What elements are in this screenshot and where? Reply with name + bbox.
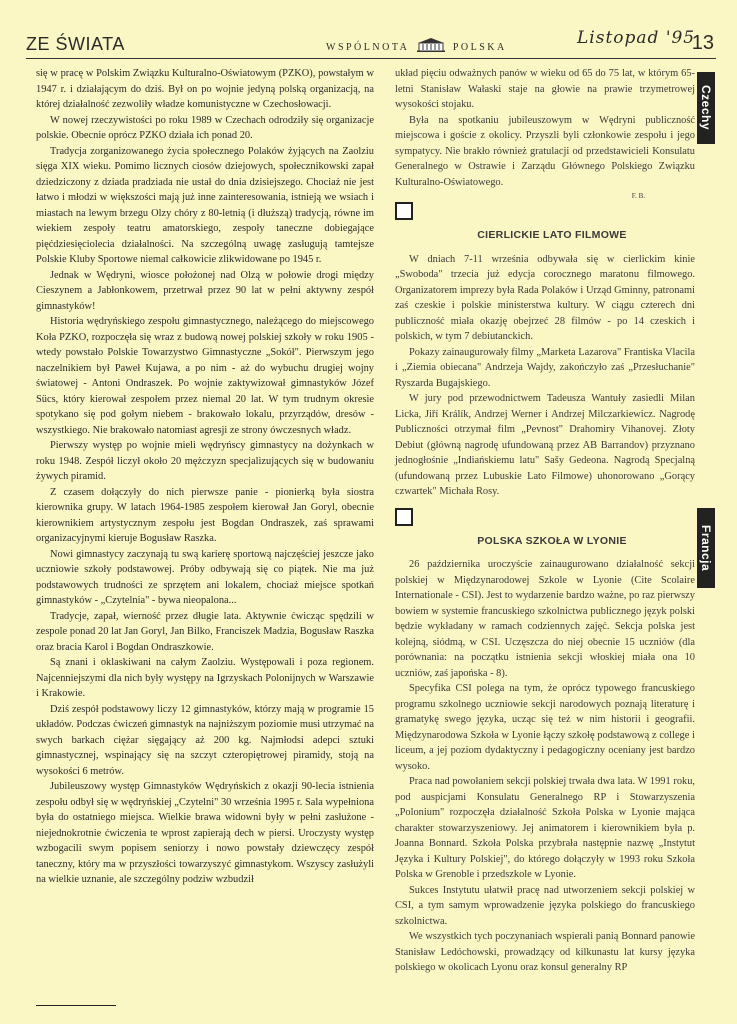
paragraph: W nowej rzeczywistości po roku 1989 w Czechach odrodziły się organizacje polskie. Obecnie oprócz PZKO działa ich ponad 20. (36, 114, 374, 141)
author-signature: F. B. (631, 192, 645, 200)
paragraph: Pierwszy występ po wojnie mieli wędryńscy gimnastycy na dożynkach w roku 1948. Zespół liczył około 20 mężczyzn specjalizujących się w budowaniu żywych piramid. (36, 440, 374, 482)
section-title: ZE ŚWIATA (26, 34, 125, 54)
paragraph: Praca nad powołaniem sekcji polskiej trwała dwa lata. W 1991 roku, pod auspicjami Konsulatu Generalnego RP i Stowarzyszenia „Polonium" rozpoczęła działalność Szkoła Polska w Lyonie mająca charakter stowarzyszeniowy. Jej animatorem i kierownikiem była p. Joanna Bonnard. Szkoła Polska przybrała następnie nazwę „Instytut Języka i Kultury Polskiej", do którego dołączyły w 1993 roku Szkoła Polska w Grenoble i przedszkole w Lyonie. (395, 776, 695, 880)
masthead-right: POLSKA (452, 42, 507, 53)
masthead (326, 38, 507, 53)
section-tab-czechy: Czechy (697, 72, 715, 144)
paragraph: Jednak w Wędryni, wiosce położonej nad Olzą w połowie drogi między Cieszynem a Jabłonkowem, przetrwał przez 90 lat w pełni aktywny zespół gimnastyków! (36, 269, 374, 312)
article-box-icon (395, 508, 413, 526)
paragraph: Dziś zespół podstawowy liczy 12 gimnastyków, którzy mają w programie 15 układów. Podczas ćwiczeń gimnastyk na najniższym poziomie musi utrzymać na swych barkach ciężar sięgający aż 200 kg. Najmłodsi adepci sztuki gimnastycznej, wspinający się na szczyt czteropiętrowej piramidy, stoją na wysokości 6 metrów. (36, 703, 374, 777)
article-box-icon (395, 202, 413, 220)
page-number: 13 (691, 32, 714, 54)
page-header (26, 28, 716, 59)
masthead-left: WSPÓLNOTA (326, 42, 409, 53)
paragraph: Z czasem dołączyły do nich pierwsze panie - pionierką była siostra kierownika grupy. W latach 1964-1985 zespołem kierował Jan Goryl, obecnie kierownikiem artystycznym zespołu jest Bogdan Ondraszek, zaś sprawami organizacyjnymi kieruje Bogusław Raszka. (36, 486, 374, 544)
section-tab-francja: Francja (697, 508, 715, 588)
paragraph: Specyfika CSI polega na tym, że oprócz typowego francuskiego programu szkolnego uczniowie sekcji narodowych poznają literaturę i gramatykę swego języka, ucząc się też w nim historii i geografii. Międzynarodowa Szkoła w Lyonie łączy szkołę podstawową z college i liceum, a jej poziom dydaktyczny i pedagogiczny oceniany jest bardzo wysoko. (395, 683, 695, 772)
paragraph: się w pracę w Polskim Związku Kulturalno-Oświatowym (PZKO), powstałym w 1947 r. i działającym do dziś. Był on po wojnie jedyną polską organizacją, na której działalność zezwoliły władze komunistyczne w Czechosłowacji. (36, 68, 374, 110)
paragraph: Sukces Instytutu ułatwił pracę nad utworzeniem sekcji polskiej w CSI, a tym samym wprowadzenie języka polskiego do francuskiego szkolnictwa. (395, 884, 695, 927)
paragraph: Nowi gimnastycy zaczynają tu swą karierę sportową najczęściej jeszcze jako uczniowie szkoły podstawowej. Próby odbywają się co piątek. Nie ma już podstawowych trudności ze sprzętem ani lokalem, chociaż miejsce spotkań gimnastyków - „Czytelnia" - bywa nieopalona... (36, 548, 374, 606)
article-title-school: POLSKA SZKOŁA W LYONIE (477, 534, 627, 547)
paragraph: Jubileuszowy występ Gimnastyków Wędryńskich z okazji 90-lecia istnienia zespołu odbył się w wędryńskiej „Czytelni" 30 września 1995 r. Sala wypełniona była do ostatniego miejsca. Wielkie brawa widowni były w pełni zasłużone - niejednokrotnie ćwiczenia te wprost zapierają dech w piersi. Uroczysty występ wzbogacili swym popisem seniorzy i nowo powstały dziewczęcy zespół taneczny, który ma w przyszłości towarzyszyć gimnastykom. Wszyscy zasłużyli na wielkie uznanie, ale szczególny podziw wzbudził (36, 781, 374, 885)
paragraph: W dniach 7-11 września odbywała się w cierlickim kinie „Swoboda" trzecia już edycja corocznego maratonu filmowego. Organizatorem imprezy była Rada Polaków i Urząd Gminny, patronami zaś czeskie i polskie ministerstwa kultury. W ciągu czterech dni publiczność miała okazję obejrzeć 28 filmów - po 14 czeskich i polskich, w tym 7 debiutanckich. (395, 253, 695, 342)
handwritten-date: Listopad '95 (577, 28, 696, 48)
paragraph: Są znani i oklaskiwani na całym Zaolziu. Występowali i poza regionem. Najcenniejszymi dla nich były występy na Igrzyskach Polonijnych w Warszawie i Krakowie. (36, 657, 374, 699)
paragraph: Pokazy zainaugurowały filmy „Marketa Lazarova" Frantiska Vlacila i „Ziemia obiecana" Andrzeja Wajdy, zakończyło zaś „Przesłuchanie" Ryszarda Bugajskiego. (395, 346, 695, 389)
paragraph: Tradycje, zapał, wierność przez długie lata. Aktywnie ćwicząc spędzili w zespole ponad 20 lat Jan Goryl, Jan Bilko, Franciszek Madzia, Bogusław Raszka oraz bracia Karol i Bogdan Ondraszkowie. (36, 610, 374, 653)
paragraph: 26 października uroczyście zainaugurowano działalność sekcji polskiej w Międzynarodowej Szkole w Lyonie (Cite Scolaire Internationale - CSI). Jest to wydarzenie bardzo ważne, po raz pierwszy bowiem w systemie francuskiego szkolnictwa publicznego język polski będzie wykładany w ramach codziennych zajęć. Sekcja polska jest kolejną, siódmą, w CSI. Uczęszcza do niej obecnie 15 uczniów (dla porównania: na początku istnienia sekcji włoskiej miała ona 10 uczniów, zaś japońska - 8). (395, 559, 695, 679)
left-column (36, 66, 374, 888)
paragraph: układ pięciu odważnych panów w wieku od 65 do 75 lat, w którym 65-letni Stanisław Wałaski staje na głowie na prawie trzymetrowej wysokości stojaku. (395, 68, 695, 110)
right-column (395, 66, 695, 976)
footer-rule (36, 1005, 116, 1006)
paragraph: W jury pod przewodnictwem Tadeusza Wantuły zasiedli Milan Licka, Jiří Králík, Andrzej Werner i Andrzej Milczarkiewicz. Nagrodę Publiczności otrzymał film „Pevnost" Drahomiry Vihanovej. Złoty Debiut (główną nagrodę ufundowaną przez AB Barrandov) przyznano jednogłośnie „Indiańskiemu latu" Sašy Gedeona. Nagrodą Specjalną (ufundowaną przez Lubuskie Lato Filmowe) uhonorowano „Gorący czwartek" Michała Rosy. (395, 393, 695, 497)
paragraph: Tradycja zorganizowanego życia społecznego Polaków żyjących na Zaolziu sięga XIX wieku. Pomimo licznych ciosów dziejowych, społecznikowski zapał dziedziczony z dziada pradziada nie ustał do dnia dzisiejszego. Chociaż nie jest łatwo i młodzi w większości mają już inne zainteresowania, istnieją we wsiach i miastach na lewym brzegu Olzy chóry z 80-letnią (i dłuższą) tradycją, równe im wiekiem zespoły teatru amatorskiego, zespoły taneczne dobiegające pięćdziesięciolecia działalności. Na szczególną uwagę zasługują tamtejsze Polskie Kluby Sportowe niemal całkowicie zlikwidowane po 1945 r. (36, 145, 374, 265)
building-logo-icon (416, 38, 446, 52)
paragraph: Była na spotkaniu jubileuszowym w Wędryni publiczność miejscowa i goście z okolicy. Przyszli byli członkowie zespołu i jego sympatycy. Nie brakło również gratulacji od przedstawicieli Konsulatu Generalnego w Ostrawie i Zarządu Głównego Polskiego Związku Kulturalno-Oświatowego. (395, 114, 695, 188)
article-title-film: CIERLICKIE LATO FILMOWE (477, 229, 627, 241)
paragraph: We wszystkich tych poczynaniach wspierali panią Bonnard panowie Stanisław Ledóchowski, prowadzący od kilkunastu lat kursy języka polskiego w okolicach Lyonu oraz konsul generalny RP (395, 931, 695, 973)
paragraph: Historia wędryńskiego zespołu gimnastycznego, należącego do miejscowego Koła PZKO, rozpoczęła się wraz z budową nowej polskiej szkoły w roku 1905 - wtedy powstało Polskie Towarzystwo Gimnastyczne „Sokół". Pierwszym jego naczelnikiem był Paweł Kujawa, a po nim - aż do wybuchu drugiej wojny światowej - Antoni Ondraszek. Po wojnie zaktywizował gimnastyków Józef Sücs, który kierował zespołem przez niemal 20 lat. W tym trudnym okresie spotykano się pod gołym niebem - brakowało lokalu, przyrządów, dresów - wszystkiego. Nie brakowało natomiast agresji ze strony ówczesnych władz. (36, 316, 374, 436)
